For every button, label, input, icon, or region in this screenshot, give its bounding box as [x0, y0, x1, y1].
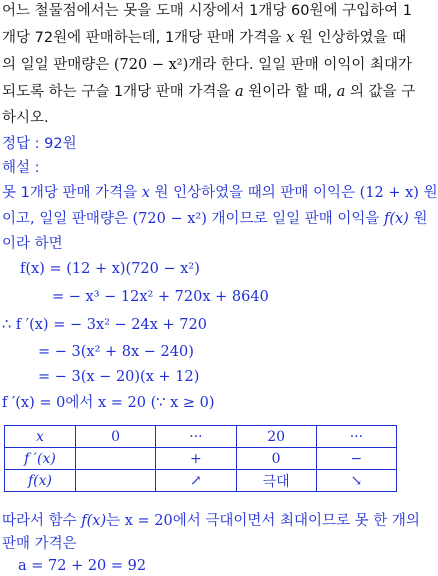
table-cell: ↘ — [316, 470, 396, 492]
solution-label: 해설 : — [2, 160, 40, 176]
table-row — [5, 426, 397, 448]
table-cell: − — [316, 448, 396, 470]
table-row — [5, 470, 397, 492]
increase-decrease-table — [4, 425, 397, 492]
table-cell: ··· — [316, 426, 396, 448]
table-cell: ··· — [156, 426, 236, 448]
table-row — [5, 448, 397, 470]
equation-derivative-factored-2: = − 3(x − 20)(x + 12) — [38, 369, 200, 385]
table-cell: 20 — [236, 426, 316, 448]
problem-line-2: 개당 72원에 판매하는데, 1개당 판매 가격을 x 원 인상하였을 때 — [2, 30, 407, 46]
table-cell: + — [156, 448, 236, 470]
table-cell: 극대 — [236, 470, 316, 492]
answer-line — [2, 134, 77, 154]
problem-line-5: 하시오. — [2, 110, 49, 126]
problem-line-3: 의 일일 판매량은 (720 − x²)개라 한다. 일일 판매 이익이 최대가 — [2, 57, 413, 73]
conclusion-line-2: 판매 가격은 — [2, 536, 77, 552]
table-cell: x — [5, 426, 76, 448]
critical-point-line: f ′(x) = 0에서 x = 20 (∵ x ≥ 0) — [2, 395, 215, 411]
table-cell: 0 — [236, 448, 316, 470]
table-cell: ↗ — [156, 470, 236, 492]
answer-label: 정답 : — [2, 136, 45, 152]
table-cell: f(x) — [5, 470, 76, 492]
solution-line-3: 이라 하면 — [2, 236, 63, 252]
problem-line-4: 되도록 하는 구슬 1개당 판매 가격을 a 원이라 할 때, a 의 값을 구 — [2, 84, 416, 100]
equation-f: f(x) = (12 + x)(720 − x²) — [20, 261, 200, 277]
final-answer-equation: a = 72 + 20 = 92 — [18, 558, 147, 574]
conclusion-line-1: 따라서 함수 f(x)는 x = 20에서 극대이면서 최대이므로 못 한 개의 — [2, 513, 420, 529]
table-cell — [76, 448, 156, 470]
problem-line-1: 어느 철물점에서는 못을 도매 시장에서 1개당 60원에 구입하여 1 — [2, 3, 412, 19]
table-cell: f ′(x) — [5, 448, 76, 470]
answer-value: 92원 — [44, 136, 77, 152]
solution-line-2: 이고, 일일 판매량은 (720 − x²) 개이므로 일일 판매 이익을 f(x) 원 — [2, 211, 428, 227]
table-cell: 0 — [76, 426, 156, 448]
solution-line-1: 못 1개당 판매 가격을 x 원 인상하였을 때의 판매 이익은 (12 + x) 원 — [2, 185, 438, 201]
equation-derivative: ∴ f ′(x) = − 3x² − 24x + 720 — [2, 317, 207, 333]
equation-f-expanded: = − x³ − 12x² + 720x + 8640 — [52, 289, 269, 305]
table-cell — [76, 470, 156, 492]
equation-derivative-factored-1: = − 3(x² + 8x − 240) — [38, 344, 194, 360]
